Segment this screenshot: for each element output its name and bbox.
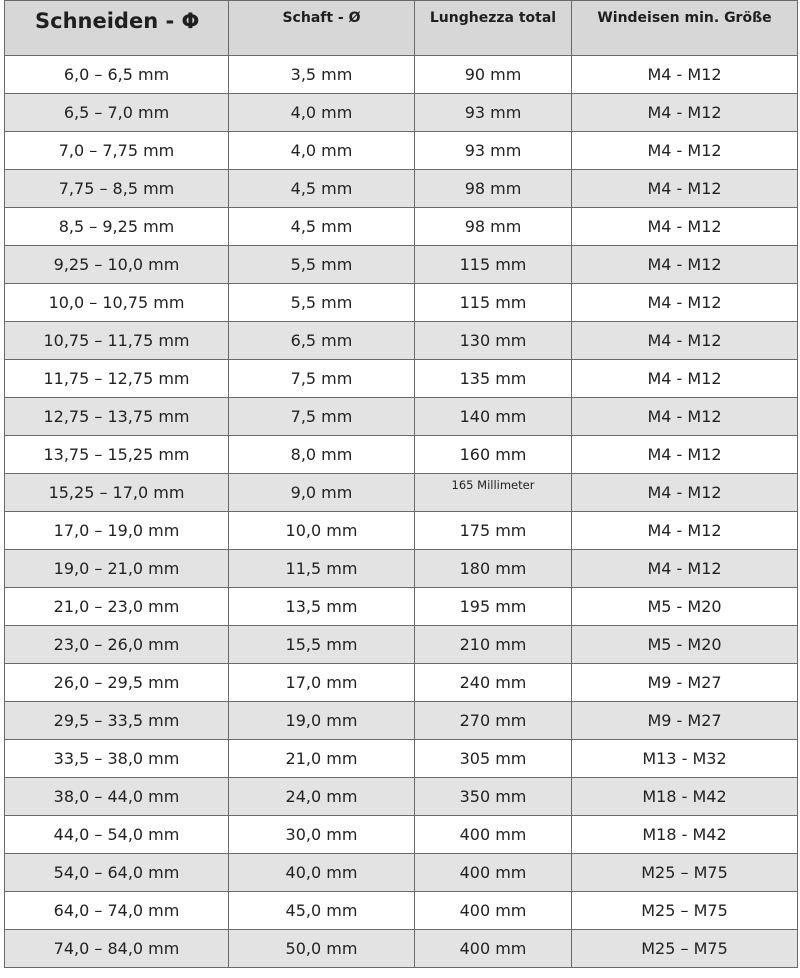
cell-tap-wrench-size: M5 - M20 — [572, 626, 798, 664]
table-header — [5, 1, 798, 56]
table-row — [5, 398, 798, 436]
cell-shank-diameter: 24,0 mm — [229, 778, 415, 816]
cell-tap-wrench-size: M4 - M12 — [572, 170, 798, 208]
cell-cutting-diameter: 19,0 – 21,0 mm — [5, 550, 229, 588]
cell-total-length: 400 mm — [415, 930, 572, 968]
cell-tap-wrench-size: M4 - M12 — [572, 208, 798, 246]
cell-tap-wrench-size: M25 – M75 — [572, 892, 798, 930]
cell-total-length: 135 mm — [415, 360, 572, 398]
header-row — [5, 1, 798, 56]
cell-total-length: 130 mm — [415, 322, 572, 360]
cell-total-length: 195 mm — [415, 588, 572, 626]
cell-total-length: 400 mm — [415, 816, 572, 854]
table-row — [5, 854, 798, 892]
cell-total-length: 115 mm — [415, 246, 572, 284]
table-row — [5, 246, 798, 284]
cell-cutting-diameter: 12,75 – 13,75 mm — [5, 398, 229, 436]
cell-total-length: 93 mm — [415, 94, 572, 132]
cell-shank-diameter: 40,0 mm — [229, 854, 415, 892]
cell-shank-diameter: 4,5 mm — [229, 170, 415, 208]
table-row — [5, 550, 798, 588]
table-row — [5, 740, 798, 778]
cell-tap-wrench-size: M4 - M12 — [572, 398, 798, 436]
cell-cutting-diameter: 10,75 – 11,75 mm — [5, 322, 229, 360]
spec-table-container — [4, 0, 797, 972]
cell-shank-diameter: 3,5 mm — [229, 56, 415, 94]
cell-shank-diameter: 11,5 mm — [229, 550, 415, 588]
cell-cutting-diameter: 7,0 – 7,75 mm — [5, 132, 229, 170]
table-row — [5, 170, 798, 208]
cell-shank-diameter: 5,5 mm — [229, 284, 415, 322]
cell-tap-wrench-size: M4 - M12 — [572, 474, 798, 512]
cell-tap-wrench-size: M18 - M42 — [572, 816, 798, 854]
cell-tap-wrench-size: M4 - M12 — [572, 436, 798, 474]
table-row — [5, 930, 798, 968]
cell-tap-wrench-size: M9 - M27 — [572, 702, 798, 740]
cell-cutting-diameter: 29,5 – 33,5 mm — [5, 702, 229, 740]
table-row — [5, 360, 798, 398]
cell-tap-wrench-size: M25 – M75 — [572, 930, 798, 968]
cell-cutting-diameter: 54,0 – 64,0 mm — [5, 854, 229, 892]
cell-total-length: 270 mm — [415, 702, 572, 740]
cell-cutting-diameter: 74,0 – 84,0 mm — [5, 930, 229, 968]
cell-shank-diameter: 13,5 mm — [229, 588, 415, 626]
table-row — [5, 132, 798, 170]
cell-shank-diameter: 21,0 mm — [229, 740, 415, 778]
header-shank-diameter: Schaft - Ø — [229, 1, 415, 56]
table-row — [5, 892, 798, 930]
cell-total-length: 165 Millimeter — [415, 474, 572, 512]
cell-shank-diameter: 7,5 mm — [229, 398, 415, 436]
cell-shank-diameter: 45,0 mm — [229, 892, 415, 930]
cell-total-length: 400 mm — [415, 892, 572, 930]
cell-cutting-diameter: 44,0 – 54,0 mm — [5, 816, 229, 854]
cell-cutting-diameter: 6,0 – 6,5 mm — [5, 56, 229, 94]
cell-cutting-diameter: 6,5 – 7,0 mm — [5, 94, 229, 132]
cell-shank-diameter: 10,0 mm — [229, 512, 415, 550]
cell-cutting-diameter: 8,5 – 9,25 mm — [5, 208, 229, 246]
reamer-spec-table — [4, 0, 798, 968]
cell-cutting-diameter: 33,5 – 38,0 mm — [5, 740, 229, 778]
cell-total-length: 175 mm — [415, 512, 572, 550]
table-row — [5, 626, 798, 664]
cell-total-length: 115 mm — [415, 284, 572, 322]
table-row — [5, 816, 798, 854]
cell-shank-diameter: 17,0 mm — [229, 664, 415, 702]
cell-shank-diameter: 7,5 mm — [229, 360, 415, 398]
table-row — [5, 664, 798, 702]
table-row — [5, 322, 798, 360]
cell-shank-diameter: 19,0 mm — [229, 702, 415, 740]
cell-tap-wrench-size: M18 - M42 — [572, 778, 798, 816]
cell-cutting-diameter: 13,75 – 15,25 mm — [5, 436, 229, 474]
cell-total-length: 210 mm — [415, 626, 572, 664]
header-tap-wrench-size: Windeisen min. Größe — [572, 1, 798, 56]
cell-cutting-diameter: 17,0 – 19,0 mm — [5, 512, 229, 550]
header-total-length: Lunghezza total — [415, 1, 572, 56]
table-body — [5, 56, 798, 968]
table-row — [5, 436, 798, 474]
cell-shank-diameter: 30,0 mm — [229, 816, 415, 854]
cell-total-length: 140 mm — [415, 398, 572, 436]
table-row — [5, 94, 798, 132]
cell-total-length: 240 mm — [415, 664, 572, 702]
table-row — [5, 56, 798, 94]
cell-cutting-diameter: 15,25 – 17,0 mm — [5, 474, 229, 512]
cell-total-length: 160 mm — [415, 436, 572, 474]
cell-shank-diameter: 4,0 mm — [229, 132, 415, 170]
cell-total-length: 90 mm — [415, 56, 572, 94]
cell-tap-wrench-size: M25 – M75 — [572, 854, 798, 892]
cell-cutting-diameter: 7,75 – 8,5 mm — [5, 170, 229, 208]
cell-cutting-diameter: 11,75 – 12,75 mm — [5, 360, 229, 398]
table-row — [5, 778, 798, 816]
cell-tap-wrench-size: M4 - M12 — [572, 132, 798, 170]
table-row — [5, 284, 798, 322]
cell-total-length: 305 mm — [415, 740, 572, 778]
table-row — [5, 474, 798, 512]
cell-tap-wrench-size: M5 - M20 — [572, 588, 798, 626]
cell-shank-diameter: 50,0 mm — [229, 930, 415, 968]
cell-cutting-diameter: 9,25 – 10,0 mm — [5, 246, 229, 284]
cell-tap-wrench-size: M13 - M32 — [572, 740, 798, 778]
cell-tap-wrench-size: M4 - M12 — [572, 284, 798, 322]
cell-shank-diameter: 15,5 mm — [229, 626, 415, 664]
cell-tap-wrench-size: M4 - M12 — [572, 94, 798, 132]
cell-total-length: 98 mm — [415, 208, 572, 246]
cell-shank-diameter: 9,0 mm — [229, 474, 415, 512]
cell-cutting-diameter: 38,0 – 44,0 mm — [5, 778, 229, 816]
cell-cutting-diameter: 64,0 – 74,0 mm — [5, 892, 229, 930]
cell-tap-wrench-size: M4 - M12 — [572, 322, 798, 360]
cell-tap-wrench-size: M4 - M12 — [572, 360, 798, 398]
cell-total-length: 93 mm — [415, 132, 572, 170]
cell-cutting-diameter: 10,0 – 10,75 mm — [5, 284, 229, 322]
table-row — [5, 512, 798, 550]
cell-shank-diameter: 4,5 mm — [229, 208, 415, 246]
cell-total-length: 400 mm — [415, 854, 572, 892]
cell-shank-diameter: 4,0 mm — [229, 94, 415, 132]
cell-tap-wrench-size: M9 - M27 — [572, 664, 798, 702]
cell-cutting-diameter: 23,0 – 26,0 mm — [5, 626, 229, 664]
cell-tap-wrench-size: M4 - M12 — [572, 512, 798, 550]
table-row — [5, 208, 798, 246]
cell-shank-diameter: 8,0 mm — [229, 436, 415, 474]
cell-cutting-diameter: 26,0 – 29,5 mm — [5, 664, 229, 702]
cell-total-length: 180 mm — [415, 550, 572, 588]
cell-shank-diameter: 5,5 mm — [229, 246, 415, 284]
cell-total-length: 98 mm — [415, 170, 572, 208]
cell-total-length: 350 mm — [415, 778, 572, 816]
cell-tap-wrench-size: M4 - M12 — [572, 246, 798, 284]
table-row — [5, 588, 798, 626]
table-row — [5, 702, 798, 740]
cell-cutting-diameter: 21,0 – 23,0 mm — [5, 588, 229, 626]
cell-tap-wrench-size: M4 - M12 — [572, 56, 798, 94]
cell-shank-diameter: 6,5 mm — [229, 322, 415, 360]
header-cutting-diameter: Schneiden - Φ — [5, 1, 229, 56]
cell-tap-wrench-size: M4 - M12 — [572, 550, 798, 588]
